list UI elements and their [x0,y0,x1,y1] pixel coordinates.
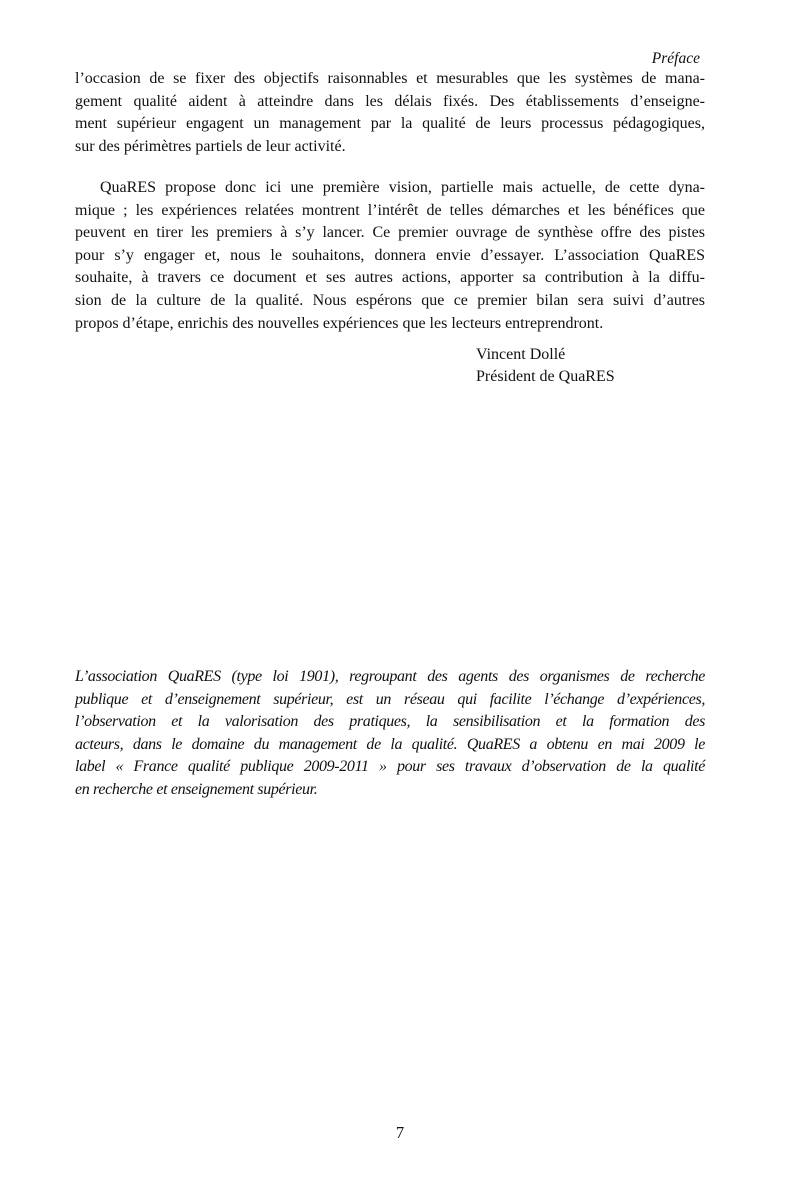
text-line: peuvent en tirer les premiers à s’y lancer. Ce premier ouvrage de synthèse offre des pistes [75,224,705,242]
text-line: acteurs, dans le domaine du management de la qualité. QuaRES a obtenu en mai 2009 le [75,735,705,753]
text-line: QuaRES propose donc ici une première vision, partielle mais actuelle, de cette dyna- [100,179,705,196]
text-line: ment supérieur engagent un management par la qualité de leurs processus pédagogiques, [75,115,705,133]
association-note [75,666,705,801]
text-line: propos d’étape, enrichis des nouvelles expériences que les lecteurs entreprendront. [75,314,604,332]
text-line: sur des périmètres partiels de leur activité. [75,137,346,155]
text-line: label « France qualité publique 2009-2011 » pour ses travaux d’observation de la qualité [75,758,705,775]
text-line: pour s’y engager et, nous le souhaitons, donnera envie d’essayer. L’association QuaRES [75,246,705,264]
page-number: 7 [395,1123,405,1142]
text-line: L’association QuaRES (type loi 1901), regroupant des agents des organismes de recherche [75,668,705,685]
text-line: l’observation et la valorisation des pratiques, la sensibilisation et la formation des [75,713,705,730]
text-line: l’occasion de se fixer des objectifs raisonnables et mesurables que les systèmes de mana- [75,70,705,87]
body-paragraph-2 [75,177,705,335]
text-line: sion de la culture de la qualité. Nous espérons que ce premier bilan sera suivi d’autres [75,291,705,309]
running-head: Préface [651,50,700,67]
text-line: publique et d’enseignement supérieur, est un réseau qui facilite l’échange d’expériences, [75,690,705,708]
signature-name: Vincent Dollé [476,346,566,363]
signature [476,344,615,388]
signature-title: Président de QuaRES [476,368,615,385]
text-line: en recherche et enseignement supérieur. [75,780,318,798]
text-line: souhaite, à travers ce document et ses autres actions, apporter sa contribution à la diffu- [75,269,705,287]
text-line: mique ; les expériences relatées montrent l’intérêt de telles démarches et les bénéfices que [75,201,705,219]
text-line: gement qualité aident à atteindre dans les délais fixés. Des établissements d’enseigne- [75,92,705,110]
body-paragraph-1 [75,68,705,158]
